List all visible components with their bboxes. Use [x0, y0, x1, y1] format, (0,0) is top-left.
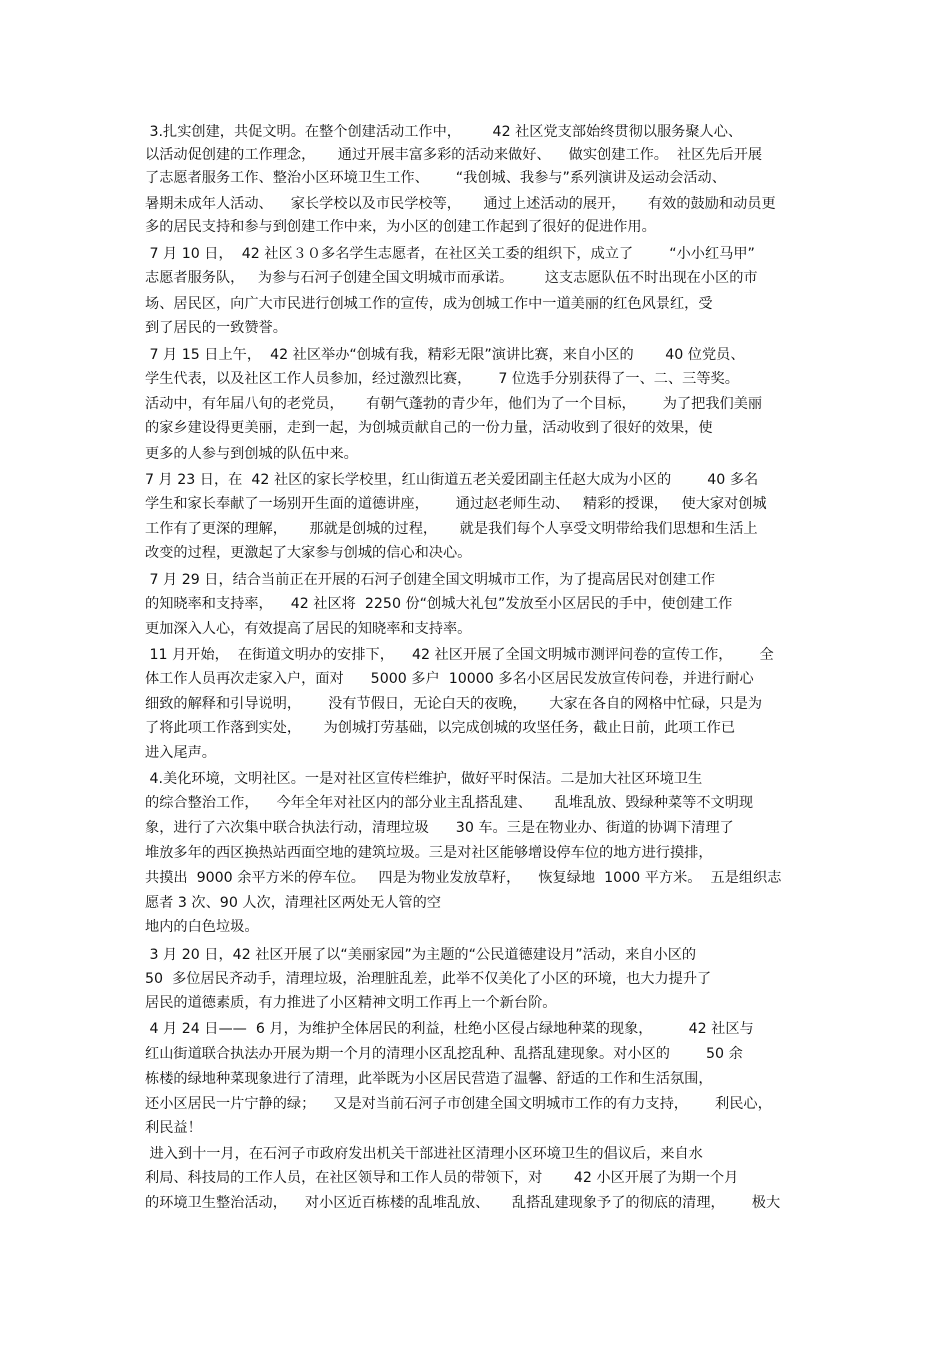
text-line: 多的居民支持和参与到创建工作中来，为小区的创建工作起到了很好的促进作用。 — [145, 219, 656, 235]
text-line: 志愿者服务队， 为参与石河子创建全国文明城市而承诺。 这支志愿队伍不时出现在小区的市 — [145, 270, 758, 286]
text-line: 4.美化环境，文明社区。一是对社区宣传栏维护，做好平时保洁。二是加大社区环境卫生 — [145, 771, 703, 787]
text-line: 50 多位居民齐动手，清理垃圾，治理脏乱差，此举不仅美化了小区的环境，也大力提升了 — [145, 971, 712, 987]
text-line: 11 月开始， 在街道文明办的安排下， 42 社区开展了全国文明城市测评问卷的宣传工作， 全 — [145, 647, 774, 663]
text-line: 4 月 24 日—— 6 月，为维护全体居民的利益，杜绝小区侵占绿地种菜的现象， 42 社区与 — [145, 1021, 754, 1037]
text-line: 3 月 20 日，42 社区开展了以“美丽家园”为主题的“公民道德建设月”活动，来自小区的 — [145, 947, 697, 963]
text-line: 进入到十一月，在石河子市政府发出机关干部进社区清理小区环境卫生的倡议后，来自水 — [145, 1146, 703, 1162]
text-line: 的环境卫生整治活动， 对小区近百栋楼的乱堆乱放、 乱搭乱建现象予了的彻底的清理， 极大 — [145, 1195, 781, 1211]
text-line: 了志愿者服务工作、整治小区环境卫生工作、 “我创城、我参与”系列演讲及运动会活动、 — [145, 170, 726, 186]
text-line: 更多的人参与到创城的队伍中来。 — [145, 446, 358, 462]
text-line: 还小区居民一片宁静的绿； 又是对当前石河子市创建全国文明城市工作的有力支持， 利民心， — [145, 1096, 772, 1112]
text-line: 到了居民的一致赞誉。 — [145, 320, 287, 336]
text-line: 更加深入人心，有效提高了居民的知晓率和支持率。 — [145, 621, 472, 637]
text-line: 利民益！ — [145, 1120, 202, 1136]
text-line: 的知晓率和支持率， 42 社区将 2250 份“创城大礼包”发放至小区居民的手中，使创建工作 — [145, 596, 733, 612]
text-line: 共摸出 9000 余平方米的停车位。 四是为物业发放草籽， 恢复绿地 1000 平方米。 五是组织志 — [145, 870, 782, 886]
text-line: 3.扎实创建，共促文明。在整个创建活动工作中， 42 社区党支部始终贯彻以服务聚人心、 — [145, 124, 743, 140]
text-line: 地内的白色垃圾。 — [145, 919, 259, 935]
text-line: 7 月 15 日上午， 42 社区举办“创城有我，精彩无限”演讲比赛，来自小区的 40 位党员、 — [145, 347, 745, 363]
text-line: 利局、科技局的工作人员，在社区领导和工作人员的带领下，对 42 小区开展了为期一个月 — [145, 1170, 739, 1186]
text-line: 7 月 29 日，结合当前正在开展的石河子创建全国文明城市工作，为了提高居民对创建工作 — [145, 572, 716, 588]
text-line: 工作有了更深的理解， 那就是创城的过程， 就是我们每个人享受文明带给我们思想和生活上 — [145, 521, 758, 537]
text-line: 居民的道德素质，有力推进了小区精神文明工作再上一个新台阶。 — [145, 995, 557, 1011]
text-line: 堆放多年的西区换热站西面空地的建筑垃圾。三是对社区能够增设停车位的地方进行摸排， — [145, 845, 713, 861]
text-line: 红山街道联合执法办开展为期一个月的清理小区乱挖乱种、乱搭乱建现象。对小区的 50 余 — [145, 1046, 743, 1062]
text-line: 栋楼的绿地种菜现象进行了清理，此举既为小区居民营造了温馨、舒适的工作和生活氛围， — [145, 1071, 713, 1087]
text-line: 的家乡建设得更美丽，走到一起，为创城贡献自己的一份力量，活动收到了很好的效果，使 — [145, 420, 713, 436]
text-line: 体工作人员再次走家入户，面对 5000 多户 10000 多名小区居民发放宣传问卷，并进行耐心 — [145, 671, 754, 687]
text-line: 学生代表，以及社区工作人员参加，经过激烈比赛， 7 位选手分别获得了一、二、三等奖。 — [145, 371, 739, 387]
text-line: 了将此项工作落到实处， 为创城打劳基础，以完成创城的攻坚任务，截止日前，此项工作已 — [145, 720, 736, 736]
text-line: 的综合整治工作， 今年全年对社区内的部分业主乱搭乱建、 乱堆乱放、毁绿种菜等不文明现 — [145, 795, 754, 811]
text-line: 进入尾声。 — [145, 745, 216, 761]
text-line: 改变的过程，更激起了大家参与创城的信心和决心。 — [145, 545, 472, 561]
text-line: 暑期未成年人活动、 家长学校以及市民学校等， 通过上述活动的展开， 有效的鼓励和动员更 — [145, 196, 776, 212]
text-line: 学生和家长奉献了一场别开生面的道德讲座， 通过赵老师生动、 精彩的授课， 使大家对创城 — [145, 496, 767, 512]
text-line: 象，进行了六次集中联合执法行动，清理垃圾 30 车。三是在物业办、街道的协调下清理了 — [145, 820, 734, 836]
text-line: 7 月 10 日， 42 社区３０多名学生志愿者，在社区关工委的组织下，成立了 “小小红马甲” — [145, 246, 755, 262]
text-line: 细致的解释和引导说明， 没有节假日，无论白天的夜晚， 大家在各自的网格中忙碌，只是为 — [145, 696, 763, 712]
text-line: 以活动促创建的工作理念， 通过开展丰富多彩的活动来做好、 做实创建工作。 社区先后开展 — [145, 147, 763, 163]
text-line: 活动中，有年届八旬的老党员， 有朝气蓬勃的青少年，他们为了一个目标， 为了把我们美丽 — [145, 396, 763, 412]
text-line: 7 月 23 日，在 42 社区的家长学校里，红山街道五老关爱团副主任赵大成为小区的 40 多名 — [145, 472, 759, 488]
text-line: 愿者 3 次、90 人次，清理社区两处无人管的空 — [145, 895, 441, 911]
text-line: 场、居民区，向广大市民进行创城工作的宣传，成为创城工作中一道美丽的红色风景红，受 — [145, 296, 713, 312]
